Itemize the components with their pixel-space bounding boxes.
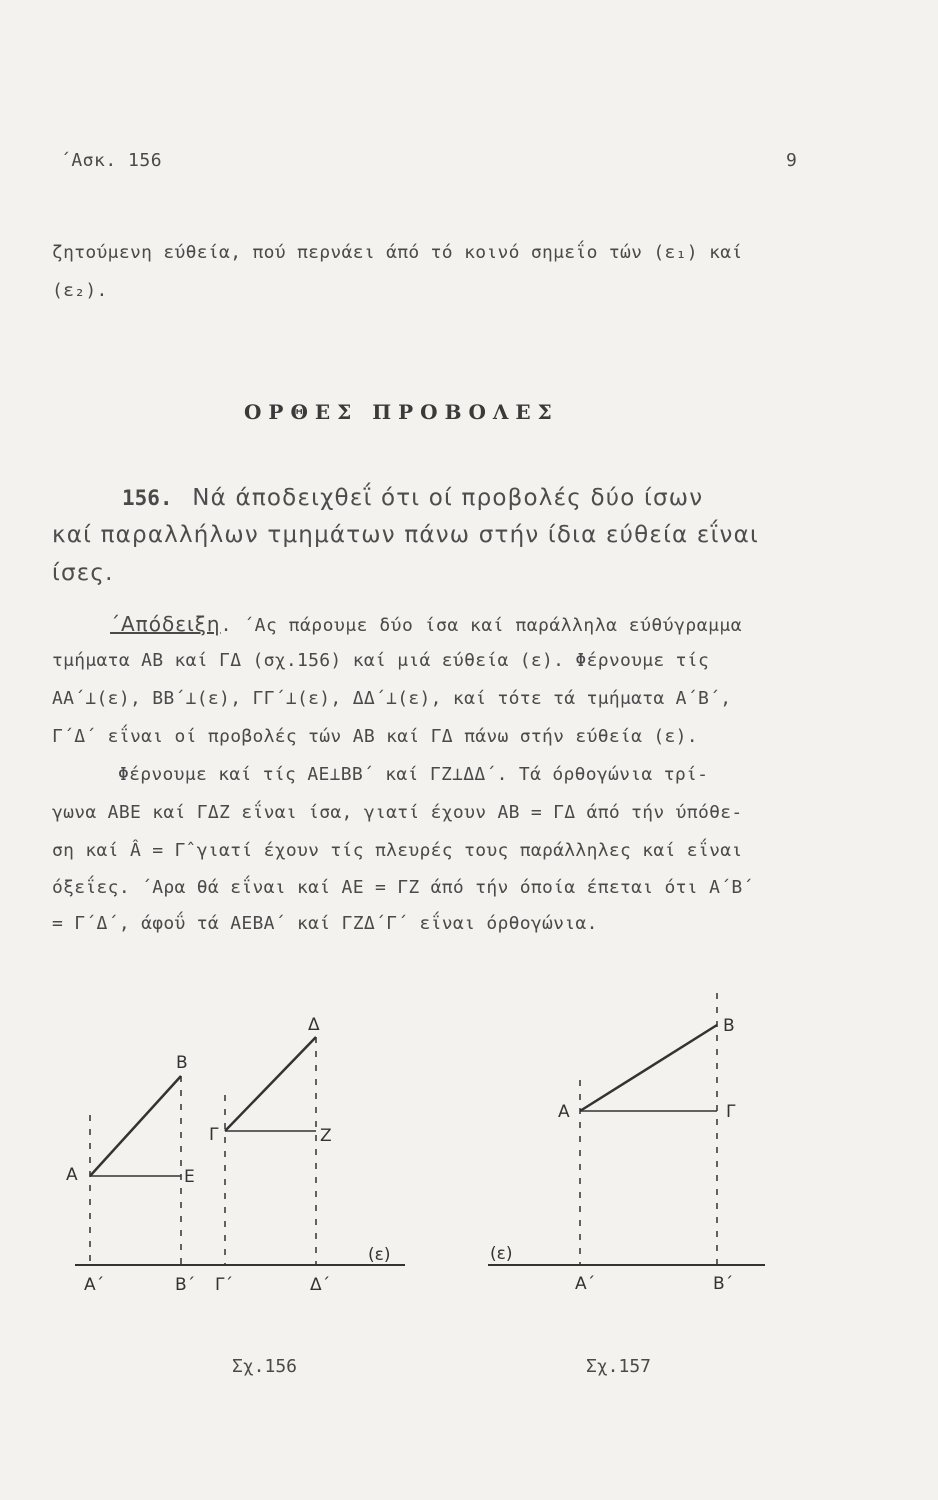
fig157-segment-ab xyxy=(580,1025,717,1111)
proof-line-1: . ΄Ας πάρουμε δύο ίσα καί παράλληλα εύθύγραμμα xyxy=(220,615,743,636)
fig157-label-line: (ε) xyxy=(490,1244,513,1264)
page-number: 9 xyxy=(786,150,798,171)
fig156-label-line: (ε) xyxy=(368,1245,391,1265)
figure-156-caption: Σχ.156 xyxy=(232,1356,298,1377)
fig156-label-b: Β xyxy=(176,1053,188,1073)
exercise-header: ΄Ασκ. 156 xyxy=(60,150,163,171)
fig157-label-b1: Β΄ xyxy=(713,1274,734,1294)
proof-line-6: γωνα ΑΒΕ καί ΓΔΖ εΐναι ίσα, γιατί έχουν ΑΒ = ΓΔ άπό τήν ύπόθε- xyxy=(52,802,743,823)
proof-line-7: ση καί Â = Γ̂ γιατί έχουν τίς πλευρές τους παράλληλες καί εΐναι xyxy=(52,840,743,861)
problem-statement xyxy=(122,485,703,511)
section-heading: ΟΡΘΕΣ ΠΡΟΒΟΛΕΣ xyxy=(244,400,559,424)
proof-line-9: = Γ΄Δ΄, άφοΰ τά ΑΕΒΑ΄ καί ΓΖΔ΄Γ΄ εΐναι όρθογώνια. xyxy=(52,913,598,934)
fig156-label-d1: Δ΄ xyxy=(310,1275,331,1295)
fig157-label-b: Β xyxy=(723,1016,735,1036)
fig156-label-z: Ζ xyxy=(320,1126,332,1146)
fig156-label-b1: Β΄ xyxy=(175,1275,196,1295)
figure-157-caption: Σχ.157 xyxy=(586,1356,652,1377)
fig156-label-a: Α xyxy=(66,1165,78,1185)
proof-line-2: τμήματα ΑΒ καί ΓΔ (σχ.156) καί μιά εύθεία (ε). Φέρνουμε τίς xyxy=(52,650,710,671)
fig156-label-g1: Γ΄ xyxy=(215,1275,233,1295)
problem-number: 156. xyxy=(122,486,173,510)
problem-line-2: καί παραλλήλων τμημάτων πάνω στήν ίδια εύθεία εΐναι xyxy=(52,522,759,548)
fig156-segment-gd xyxy=(225,1037,316,1131)
proof-line-8: όξεΐες. ΄Αρα θά εΐναι καί ΑΕ = ΓΖ άπό τήν όποία έπεται ότι Α΄Β΄ xyxy=(52,877,754,898)
fig157-label-a1: Α΄ xyxy=(575,1274,596,1294)
fig156-segment-ab xyxy=(90,1076,181,1176)
fig156-label-a1: Α΄ xyxy=(84,1275,105,1295)
continuation-line-2: (ε₂). xyxy=(52,280,108,301)
fig156-label-d: Δ xyxy=(308,1015,320,1035)
figure-157 xyxy=(480,985,780,1305)
figure-156 xyxy=(60,1010,420,1310)
fig156-label-e: Ε xyxy=(184,1167,195,1187)
fig157-label-g: Γ xyxy=(726,1102,736,1122)
problem-line-1: Νά άποδειχθεΐ ότι οί προβολές δύο ίσων xyxy=(192,485,704,511)
fig156-label-g: Γ xyxy=(209,1125,219,1145)
proof-line-5: Φέρνουμε καί τίς ΑΕ⊥ΒΒ΄ καί ΓΖ⊥ΔΔ΄. Τά όρθογώνια τρί- xyxy=(118,764,709,785)
proof-line-3: ΑΑ΄⊥(ε), ΒΒ΄⊥(ε), ΓΓ΄⊥(ε), ΔΔ΄⊥(ε), καί τότε τά τμήματα Α΄Β΄, xyxy=(52,688,732,709)
continuation-line-1: ζητούμενη εύθεία, πού περνάει άπό τό κοινό σημεΐο τών (ε₁) καί xyxy=(52,242,743,263)
proof-label: ΄Απόδειξη xyxy=(110,612,221,636)
fig157-label-a: Α xyxy=(558,1102,570,1122)
proof-line-4: Γ΄Δ΄ εΐναι οί προβολές τών ΑΒ καί ΓΔ πάνω στήν εύθεία (ε). xyxy=(52,726,698,747)
proof-first-line xyxy=(110,612,742,636)
problem-line-3: ίσες. xyxy=(52,560,114,586)
